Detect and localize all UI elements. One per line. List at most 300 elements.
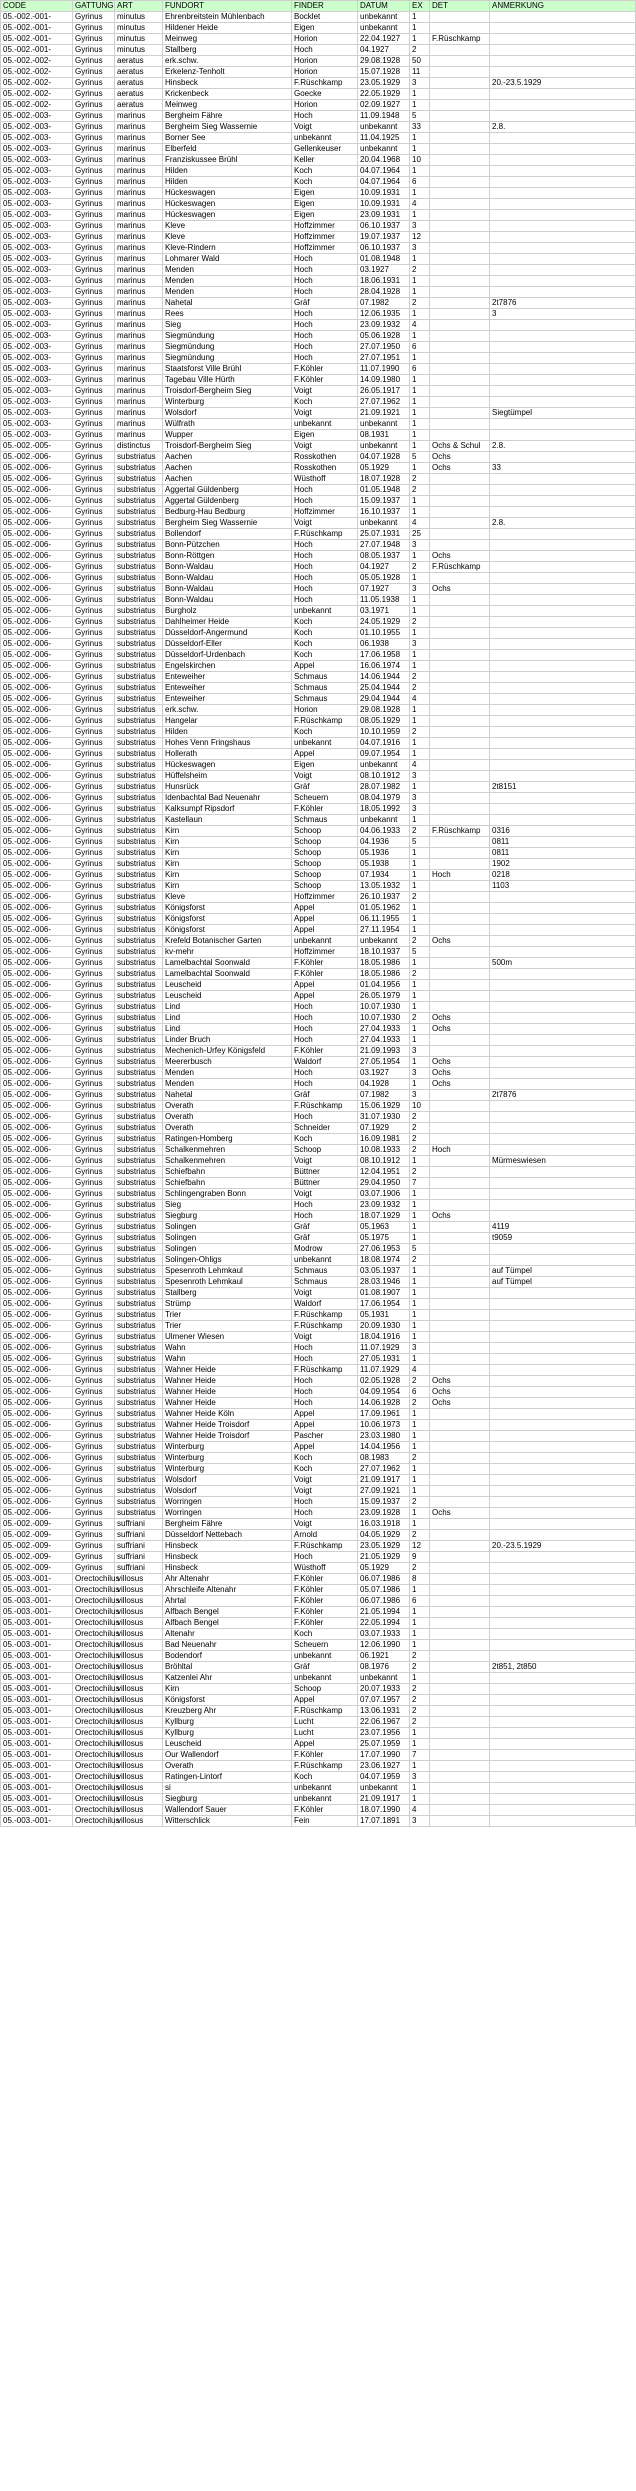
cell-datum[interactable]: 07.1982 — [358, 298, 410, 309]
cell-anmerkung[interactable] — [490, 1750, 636, 1761]
cell-anmerkung[interactable] — [490, 1651, 636, 1662]
cell-anmerkung[interactable] — [490, 1409, 636, 1420]
cell-ex[interactable]: 1 — [410, 1354, 430, 1365]
cell-finder[interactable]: Hoch — [292, 1200, 358, 1211]
cell-art[interactable]: marinus — [115, 430, 163, 441]
cell-fundort[interactable]: Ahrschleife Altenahr — [163, 1585, 292, 1596]
cell-art[interactable]: substriatus — [115, 837, 163, 848]
cell-gattung[interactable]: Gyrinus — [73, 188, 115, 199]
cell-det[interactable] — [430, 1563, 490, 1574]
cell-det[interactable] — [430, 1343, 490, 1354]
cell-gattung[interactable]: Gyrinus — [73, 1486, 115, 1497]
cell-ex[interactable]: 1 — [410, 166, 430, 177]
cell-art[interactable]: substriatus — [115, 947, 163, 958]
cell-datum[interactable]: 17.07.1990 — [358, 1750, 410, 1761]
cell-art[interactable]: marinus — [115, 111, 163, 122]
cell-datum[interactable]: 10.08.1933 — [358, 1145, 410, 1156]
cell-fundort[interactable]: Schiefbahn — [163, 1167, 292, 1178]
cell-fundort[interactable]: Enteweiher — [163, 683, 292, 694]
cell-code[interactable]: 05.-002.-006- — [1, 1123, 73, 1134]
cell-ex[interactable]: 2 — [410, 1145, 430, 1156]
cell-det[interactable] — [430, 782, 490, 793]
cell-gattung[interactable]: Gyrinus — [73, 1101, 115, 1112]
cell-finder[interactable]: Hoch — [292, 485, 358, 496]
cell-datum[interactable]: 28.07.1982 — [358, 782, 410, 793]
cell-code[interactable]: 05.-002.-006- — [1, 1035, 73, 1046]
cell-datum[interactable]: 06.07.1986 — [358, 1574, 410, 1585]
cell-anmerkung[interactable] — [490, 232, 636, 243]
cell-ex[interactable]: 9 — [410, 1552, 430, 1563]
cell-finder[interactable]: Schoop — [292, 1145, 358, 1156]
cell-code[interactable]: 05.-002.-006- — [1, 1024, 73, 1035]
cell-fundort[interactable]: Meinweg — [163, 100, 292, 111]
cell-art[interactable]: marinus — [115, 221, 163, 232]
cell-code[interactable]: 05.-002.-003- — [1, 133, 73, 144]
cell-code[interactable]: 05.-002.-006- — [1, 870, 73, 881]
cell-code[interactable]: 05.-002.-006- — [1, 529, 73, 540]
cell-art[interactable]: substriatus — [115, 540, 163, 551]
cell-det[interactable] — [430, 815, 490, 826]
cell-ex[interactable]: 1 — [410, 881, 430, 892]
cell-code[interactable]: 05.-002.-003- — [1, 243, 73, 254]
cell-datum[interactable]: 16.10.1937 — [358, 507, 410, 518]
cell-art[interactable]: substriatus — [115, 1486, 163, 1497]
cell-finder[interactable]: Appel — [292, 1420, 358, 1431]
cell-anmerkung[interactable] — [490, 738, 636, 749]
cell-art[interactable]: substriatus — [115, 1365, 163, 1376]
cell-art[interactable]: substriatus — [115, 452, 163, 463]
cell-code[interactable]: 05.-002.-005- — [1, 441, 73, 452]
cell-code[interactable]: 05.-002.-009- — [1, 1541, 73, 1552]
cell-ex[interactable]: 1 — [410, 1299, 430, 1310]
cell-ex[interactable]: 3 — [410, 771, 430, 782]
cell-ex[interactable]: 1 — [410, 375, 430, 386]
cell-anmerkung[interactable] — [490, 221, 636, 232]
cell-ex[interactable]: 5 — [410, 947, 430, 958]
cell-det[interactable] — [430, 1684, 490, 1695]
cell-code[interactable]: 05.-003.-001- — [1, 1662, 73, 1673]
cell-anmerkung[interactable] — [490, 705, 636, 716]
cell-finder[interactable]: Appel — [292, 903, 358, 914]
cell-det[interactable] — [430, 1541, 490, 1552]
cell-art[interactable]: villosus — [115, 1805, 163, 1816]
cell-finder[interactable]: unbekannt — [292, 738, 358, 749]
cell-datum[interactable]: 06.10.1937 — [358, 243, 410, 254]
cell-gattung[interactable]: Gyrinus — [73, 694, 115, 705]
cell-art[interactable]: substriatus — [115, 1233, 163, 1244]
cell-art[interactable]: marinus — [115, 188, 163, 199]
cell-finder[interactable]: Horion — [292, 705, 358, 716]
cell-finder[interactable]: Lucht — [292, 1728, 358, 1739]
cell-ex[interactable]: 2 — [410, 936, 430, 947]
cell-code[interactable]: 05.-002.-006- — [1, 1156, 73, 1167]
cell-finder[interactable]: F.Rüschkamp — [292, 78, 358, 89]
cell-fundort[interactable]: Nahetal — [163, 298, 292, 309]
cell-code[interactable]: 05.-002.-006- — [1, 1497, 73, 1508]
cell-datum[interactable]: 25.07.1931 — [358, 529, 410, 540]
cell-art[interactable]: substriatus — [115, 485, 163, 496]
cell-finder[interactable]: F.Köhler — [292, 1046, 358, 1057]
cell-datum[interactable]: 10.09.1931 — [358, 199, 410, 210]
cell-anmerkung[interactable] — [490, 639, 636, 650]
cell-fundort[interactable]: Königsforst — [163, 1695, 292, 1706]
cell-datum[interactable]: 15.06.1929 — [358, 1101, 410, 1112]
cell-finder[interactable]: Voigt — [292, 518, 358, 529]
cell-art[interactable]: substriatus — [115, 1211, 163, 1222]
cell-anmerkung[interactable]: 2t851, 2t850 — [490, 1662, 636, 1673]
cell-ex[interactable]: 2 — [410, 1706, 430, 1717]
cell-fundort[interactable]: Ahr Altenahr — [163, 1574, 292, 1585]
cell-gattung[interactable]: Gyrinus — [73, 881, 115, 892]
cell-ex[interactable]: 5 — [410, 111, 430, 122]
cell-gattung[interactable]: Gyrinus — [73, 232, 115, 243]
cell-det[interactable] — [430, 111, 490, 122]
cell-gattung[interactable]: Gyrinus — [73, 1365, 115, 1376]
cell-anmerkung[interactable] — [490, 573, 636, 584]
cell-art[interactable]: marinus — [115, 210, 163, 221]
cell-gattung[interactable]: Gyrinus — [73, 441, 115, 452]
cell-finder[interactable]: Appel — [292, 1442, 358, 1453]
cell-art[interactable]: villosus — [115, 1574, 163, 1585]
cell-det[interactable] — [430, 287, 490, 298]
cell-det[interactable] — [430, 56, 490, 67]
cell-datum[interactable]: 29.08.1928 — [358, 56, 410, 67]
cell-finder[interactable]: Hoch — [292, 1497, 358, 1508]
cell-code[interactable]: 05.-002.-006- — [1, 958, 73, 969]
cell-art[interactable]: substriatus — [115, 606, 163, 617]
cell-fundort[interactable]: Aggertal Güldenberg — [163, 496, 292, 507]
cell-gattung[interactable]: Gyrinus — [73, 1057, 115, 1068]
cell-gattung[interactable]: Gyrinus — [73, 1112, 115, 1123]
cell-ex[interactable]: 1 — [410, 1783, 430, 1794]
cell-ex[interactable]: 1 — [410, 782, 430, 793]
cell-det[interactable] — [430, 177, 490, 188]
cell-finder[interactable]: Hoffzimmer — [292, 892, 358, 903]
cell-gattung[interactable]: Gyrinus — [73, 606, 115, 617]
cell-fundort[interactable]: Aachen — [163, 452, 292, 463]
cell-fundort[interactable]: Solingen — [163, 1222, 292, 1233]
cell-code[interactable]: 05.-002.-006- — [1, 1167, 73, 1178]
cell-gattung[interactable]: Gyrinus — [73, 1035, 115, 1046]
cell-ex[interactable]: 2 — [410, 474, 430, 485]
cell-det[interactable]: F.Rüschkamp — [430, 826, 490, 837]
cell-fundort[interactable]: Lind — [163, 1024, 292, 1035]
cell-datum[interactable]: 20.09.1930 — [358, 1321, 410, 1332]
cell-datum[interactable]: 03.1927 — [358, 1068, 410, 1079]
cell-gattung[interactable]: Gyrinus — [73, 1244, 115, 1255]
cell-finder[interactable]: Hoch — [292, 1376, 358, 1387]
cell-code[interactable]: 05.-002.-006- — [1, 925, 73, 936]
cell-anmerkung[interactable]: 2.8. — [490, 122, 636, 133]
cell-finder[interactable]: Bocklet — [292, 12, 358, 23]
cell-fundort[interactable]: Ehrenbreitstein Mühlenbach — [163, 12, 292, 23]
cell-art[interactable]: villosus — [115, 1783, 163, 1794]
cell-det[interactable] — [430, 1453, 490, 1464]
cell-finder[interactable]: Schmaus — [292, 694, 358, 705]
cell-finder[interactable]: Hoch — [292, 353, 358, 364]
cell-datum[interactable]: 28.03.1946 — [358, 1277, 410, 1288]
cell-finder[interactable]: Schmaus — [292, 1266, 358, 1277]
cell-finder[interactable]: F.Rüschkamp — [292, 1101, 358, 1112]
cell-anmerkung[interactable] — [490, 1167, 636, 1178]
cell-anmerkung[interactable] — [490, 375, 636, 386]
cell-det[interactable] — [430, 155, 490, 166]
cell-anmerkung[interactable]: t9059 — [490, 1233, 636, 1244]
cell-det[interactable] — [430, 925, 490, 936]
cell-finder[interactable]: Gräf — [292, 298, 358, 309]
cell-art[interactable]: substriatus — [115, 991, 163, 1002]
cell-art[interactable]: substriatus — [115, 826, 163, 837]
cell-gattung[interactable]: Gyrinus — [73, 353, 115, 364]
cell-art[interactable]: marinus — [115, 386, 163, 397]
cell-code[interactable]: 05.-002.-006- — [1, 1409, 73, 1420]
cell-anmerkung[interactable] — [490, 133, 636, 144]
cell-ex[interactable]: 4 — [410, 694, 430, 705]
cell-anmerkung[interactable] — [490, 584, 636, 595]
cell-datum[interactable]: 11.07.1929 — [358, 1343, 410, 1354]
cell-ex[interactable]: 1 — [410, 661, 430, 672]
cell-datum[interactable]: 29.08.1928 — [358, 705, 410, 716]
cell-gattung[interactable]: Gyrinus — [73, 1211, 115, 1222]
cell-finder[interactable]: Hoch — [292, 496, 358, 507]
cell-anmerkung[interactable] — [490, 903, 636, 914]
cell-art[interactable]: substriatus — [115, 1464, 163, 1475]
cell-finder[interactable]: Hoch — [292, 265, 358, 276]
cell-anmerkung[interactable] — [490, 1761, 636, 1772]
cell-ex[interactable]: 1 — [410, 716, 430, 727]
cell-det[interactable] — [430, 144, 490, 155]
cell-ex[interactable]: 3 — [410, 1772, 430, 1783]
cell-fundort[interactable]: Bonn-Waldau — [163, 562, 292, 573]
cell-finder[interactable]: unbekannt — [292, 419, 358, 430]
cell-ex[interactable]: 1 — [410, 133, 430, 144]
cell-datum[interactable]: 15.09.1937 — [358, 1497, 410, 1508]
cell-anmerkung[interactable] — [490, 100, 636, 111]
cell-code[interactable]: 05.-002.-006- — [1, 881, 73, 892]
cell-gattung[interactable]: Gyrinus — [73, 595, 115, 606]
cell-finder[interactable]: Hoch — [292, 45, 358, 56]
cell-ex[interactable]: 2 — [410, 617, 430, 628]
cell-anmerkung[interactable] — [490, 1717, 636, 1728]
cell-fundort[interactable]: Bonn-Pützchen — [163, 540, 292, 551]
cell-anmerkung[interactable] — [490, 1552, 636, 1563]
cell-ex[interactable]: 3 — [410, 78, 430, 89]
cell-anmerkung[interactable] — [490, 430, 636, 441]
cell-art[interactable]: suffriani — [115, 1530, 163, 1541]
cell-fundort[interactable]: Overath — [163, 1761, 292, 1772]
cell-fundort[interactable]: Meererbusch — [163, 1057, 292, 1068]
cell-det[interactable] — [430, 595, 490, 606]
cell-ex[interactable]: 1 — [410, 309, 430, 320]
cell-code[interactable]: 05.-002.-003- — [1, 188, 73, 199]
cell-finder[interactable]: Gellenkeuser — [292, 144, 358, 155]
cell-finder[interactable]: Horion — [292, 67, 358, 78]
cell-ex[interactable]: 5 — [410, 1244, 430, 1255]
cell-ex[interactable]: 1 — [410, 705, 430, 716]
cell-datum[interactable]: 10.06.1973 — [358, 1420, 410, 1431]
cell-gattung[interactable]: Gyrinus — [73, 749, 115, 760]
cell-datum[interactable]: 27.07.1950 — [358, 342, 410, 353]
cell-finder[interactable]: Scheuern — [292, 793, 358, 804]
cell-anmerkung[interactable] — [490, 1376, 636, 1387]
cell-ex[interactable]: 1 — [410, 1233, 430, 1244]
cell-anmerkung[interactable] — [490, 1035, 636, 1046]
cell-gattung[interactable]: Gyrinus — [73, 485, 115, 496]
cell-finder[interactable]: Pascher — [292, 1431, 358, 1442]
cell-fundort[interactable]: Kirn — [163, 881, 292, 892]
cell-det[interactable] — [430, 375, 490, 386]
cell-fundort[interactable]: Königsforst — [163, 903, 292, 914]
cell-art[interactable]: substriatus — [115, 1453, 163, 1464]
cell-finder[interactable]: Voigt — [292, 408, 358, 419]
cell-art[interactable]: substriatus — [115, 1442, 163, 1453]
cell-gattung[interactable]: Gyrinus — [73, 1079, 115, 1090]
cell-fundort[interactable]: Hinsbeck — [163, 1563, 292, 1574]
cell-finder[interactable]: Hoch — [292, 1079, 358, 1090]
cell-finder[interactable]: F.Rüschkamp — [292, 1706, 358, 1717]
cell-datum[interactable]: 17.06.1958 — [358, 650, 410, 661]
cell-det[interactable] — [430, 1420, 490, 1431]
cell-gattung[interactable]: Gyrinus — [73, 584, 115, 595]
cell-det[interactable] — [430, 1794, 490, 1805]
cell-ex[interactable]: 1 — [410, 441, 430, 452]
cell-ex[interactable]: 7 — [410, 1178, 430, 1189]
cell-code[interactable]: 05.-002.-006- — [1, 837, 73, 848]
cell-ex[interactable]: 1 — [410, 903, 430, 914]
cell-fundort[interactable]: Kyllburg — [163, 1728, 292, 1739]
cell-code[interactable]: 05.-003.-001- — [1, 1805, 73, 1816]
cell-code[interactable]: 05.-002.-006- — [1, 1057, 73, 1068]
cell-fundort[interactable]: Ulmener Wiesen — [163, 1332, 292, 1343]
cell-finder[interactable]: Hoch — [292, 562, 358, 573]
cell-anmerkung[interactable] — [490, 111, 636, 122]
cell-det[interactable] — [430, 540, 490, 551]
cell-gattung[interactable]: Gyrinus — [73, 1541, 115, 1552]
cell-ex[interactable]: 2 — [410, 562, 430, 573]
cell-anmerkung[interactable] — [490, 1145, 636, 1156]
cell-fundort[interactable]: Idenbachtal Bad Neuenahr — [163, 793, 292, 804]
cell-finder[interactable]: Hoch — [292, 1013, 358, 1024]
cell-gattung[interactable]: Gyrinus — [73, 1508, 115, 1519]
cell-anmerkung[interactable]: 33 — [490, 463, 636, 474]
cell-finder[interactable]: F.Köhler — [292, 364, 358, 375]
cell-datum[interactable]: 14.09.1980 — [358, 375, 410, 386]
cell-ex[interactable]: 1 — [410, 144, 430, 155]
cell-art[interactable]: marinus — [115, 364, 163, 375]
cell-det[interactable] — [430, 276, 490, 287]
cell-code[interactable]: 05.-002.-006- — [1, 683, 73, 694]
cell-anmerkung[interactable] — [490, 1464, 636, 1475]
cell-anmerkung[interactable] — [490, 804, 636, 815]
cell-anmerkung[interactable] — [490, 793, 636, 804]
cell-anmerkung[interactable] — [490, 364, 636, 375]
cell-det[interactable]: Ochs — [430, 1376, 490, 1387]
cell-art[interactable]: villosus — [115, 1629, 163, 1640]
cell-gattung[interactable]: Orectochilus — [73, 1772, 115, 1783]
cell-art[interactable]: substriatus — [115, 936, 163, 947]
cell-fundort[interactable]: Aachen — [163, 463, 292, 474]
cell-gattung[interactable]: Gyrinus — [73, 925, 115, 936]
cell-anmerkung[interactable] — [490, 1530, 636, 1541]
cell-anmerkung[interactable] — [490, 1211, 636, 1222]
cell-gattung[interactable]: Gyrinus — [73, 56, 115, 67]
cell-ex[interactable]: 2 — [410, 826, 430, 837]
cell-ex[interactable]: 1 — [410, 1728, 430, 1739]
cell-art[interactable]: substriatus — [115, 1167, 163, 1178]
cell-fundort[interactable]: Hüffelsheim — [163, 771, 292, 782]
cell-ex[interactable]: 1 — [410, 430, 430, 441]
cell-finder[interactable]: Wüsthoff — [292, 1563, 358, 1574]
cell-ex[interactable]: 2 — [410, 1453, 430, 1464]
cell-datum[interactable]: 17.07.1891 — [358, 1816, 410, 1827]
cell-code[interactable]: 05.-002.-006- — [1, 782, 73, 793]
cell-anmerkung[interactable] — [490, 815, 636, 826]
cell-gattung[interactable]: Gyrinus — [73, 144, 115, 155]
cell-ex[interactable]: 1 — [410, 386, 430, 397]
cell-fundort[interactable]: Meinweg — [163, 34, 292, 45]
cell-code[interactable]: 05.-002.-001- — [1, 23, 73, 34]
cell-anmerkung[interactable] — [490, 1816, 636, 1827]
cell-datum[interactable]: 11.09.1948 — [358, 111, 410, 122]
cell-ex[interactable]: 3 — [410, 639, 430, 650]
cell-fundort[interactable]: Schalkenmehren — [163, 1145, 292, 1156]
cell-fundort[interactable]: Lamelbachtal Soonwald — [163, 958, 292, 969]
cell-gattung[interactable]: Gyrinus — [73, 1376, 115, 1387]
cell-gattung[interactable]: Gyrinus — [73, 1156, 115, 1167]
cell-anmerkung[interactable] — [490, 1442, 636, 1453]
cell-fundort[interactable]: Tagebau Ville Hürth — [163, 375, 292, 386]
cell-anmerkung[interactable] — [490, 210, 636, 221]
cell-ex[interactable]: 3 — [410, 540, 430, 551]
cell-art[interactable]: substriatus — [115, 1475, 163, 1486]
header-gattung[interactable]: GATTUNG — [73, 1, 115, 12]
cell-gattung[interactable]: Gyrinus — [73, 133, 115, 144]
cell-datum[interactable]: 06.1921 — [358, 1651, 410, 1662]
cell-code[interactable]: 05.-002.-006- — [1, 914, 73, 925]
cell-fundort[interactable]: Siegmündung — [163, 353, 292, 364]
cell-code[interactable]: 05.-002.-006- — [1, 1299, 73, 1310]
cell-anmerkung[interactable] — [490, 254, 636, 265]
cell-datum[interactable]: 23.03.1980 — [358, 1431, 410, 1442]
cell-anmerkung[interactable]: 1902 — [490, 859, 636, 870]
cell-gattung[interactable]: Gyrinus — [73, 716, 115, 727]
cell-art[interactable]: substriatus — [115, 1112, 163, 1123]
cell-art[interactable]: substriatus — [115, 793, 163, 804]
cell-ex[interactable]: 1 — [410, 1640, 430, 1651]
cell-anmerkung[interactable] — [490, 540, 636, 551]
cell-ex[interactable]: 2 — [410, 1167, 430, 1178]
cell-gattung[interactable]: Gyrinus — [73, 1475, 115, 1486]
cell-anmerkung[interactable] — [490, 1574, 636, 1585]
cell-code[interactable]: 05.-002.-006- — [1, 617, 73, 628]
cell-code[interactable]: 05.-002.-006- — [1, 1376, 73, 1387]
cell-art[interactable]: substriatus — [115, 639, 163, 650]
cell-gattung[interactable]: Gyrinus — [73, 375, 115, 386]
cell-code[interactable]: 05.-002.-003- — [1, 122, 73, 133]
cell-ex[interactable]: 6 — [410, 177, 430, 188]
cell-ex[interactable]: 50 — [410, 56, 430, 67]
cell-det[interactable]: Ochs — [430, 551, 490, 562]
cell-ex[interactable]: 1 — [410, 1794, 430, 1805]
cell-ex[interactable]: 1 — [410, 1079, 430, 1090]
cell-anmerkung[interactable] — [490, 1046, 636, 1057]
cell-finder[interactable]: Koch — [292, 617, 358, 628]
cell-ex[interactable]: 4 — [410, 1805, 430, 1816]
cell-datum[interactable]: 11.07.1929 — [358, 1365, 410, 1376]
cell-ex[interactable]: 1 — [410, 870, 430, 881]
cell-art[interactable]: minutus — [115, 34, 163, 45]
cell-fundort[interactable]: Nahetal — [163, 1090, 292, 1101]
